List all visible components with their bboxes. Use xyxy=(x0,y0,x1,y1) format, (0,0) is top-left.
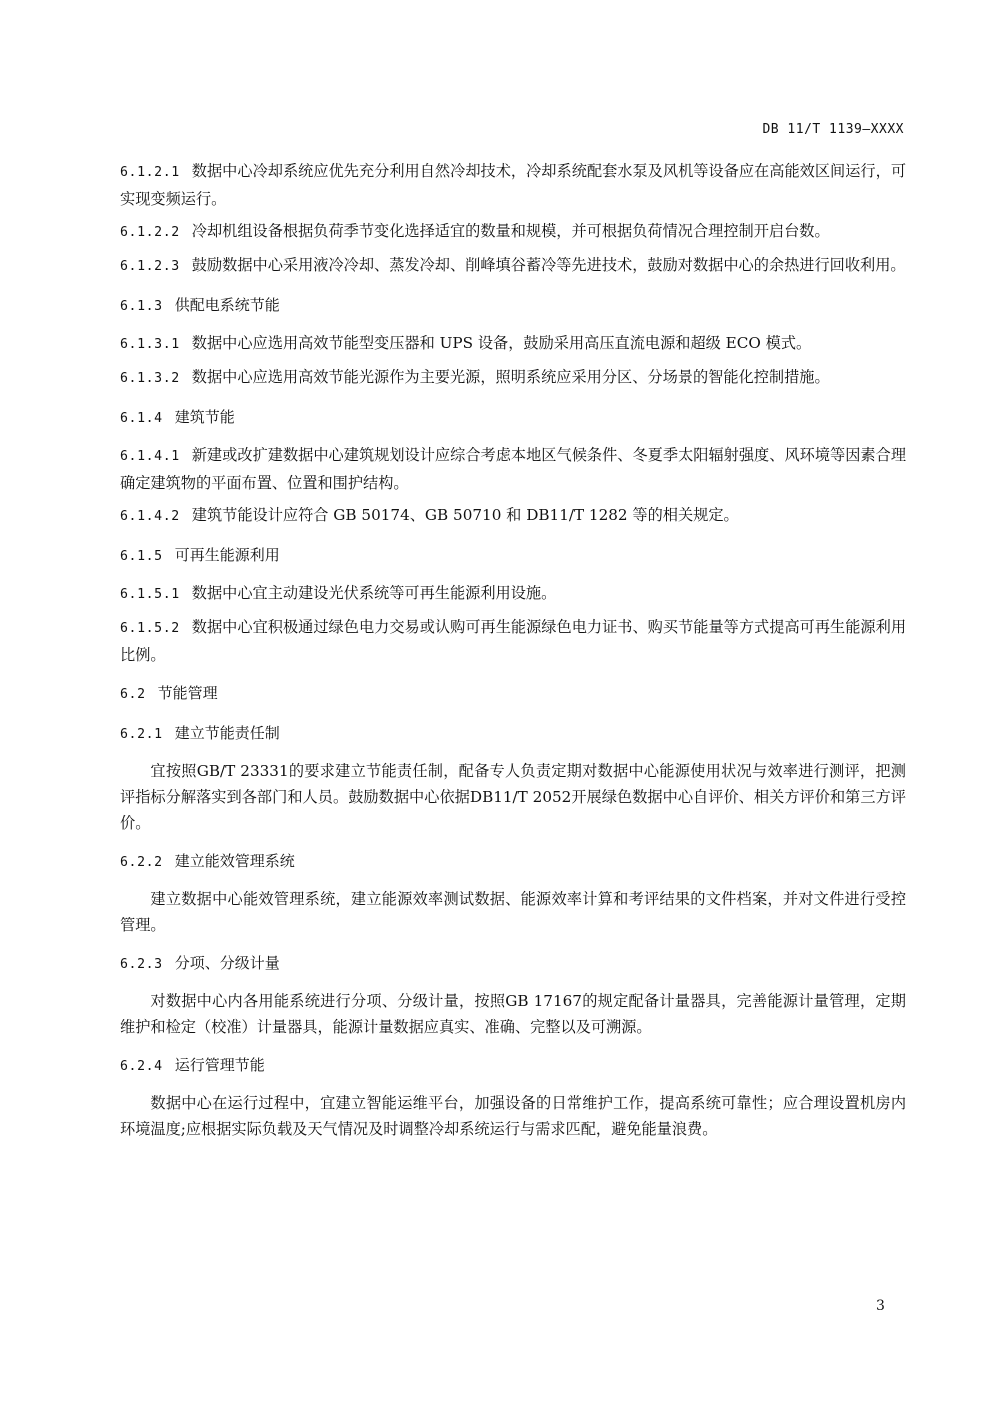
clause-number: 6.1.4.1 xyxy=(120,449,180,464)
document-code: DB 11/T 1139—XXXX xyxy=(762,122,904,137)
heading-6-2-2 xyxy=(120,848,906,876)
clause-text: 数据中心应选用高效节能光源作为主要光源，照明系统应采用分区、分场景的智能化控制措施。 xyxy=(191,368,830,386)
clause-text: 新建或改扩建数据中心建筑规划设计应综合考虑本地区气候条件、冬夏季太阳辐射强度、风环境等因素合理确定建筑物的平面布置、位置和围护结构。 xyxy=(120,446,906,492)
heading-6-1-4 xyxy=(120,404,906,432)
heading-title: 建立能效管理系统 xyxy=(174,852,295,870)
page-number: 3 xyxy=(876,1298,885,1314)
clause-6-1-5-1 xyxy=(120,580,906,608)
clause-6-1-2-1 xyxy=(120,158,906,212)
clause-6-1-4-1 xyxy=(120,442,906,496)
heading-number: 6.2.4 xyxy=(120,1059,163,1074)
heading-title: 分项、分级计量 xyxy=(174,954,280,972)
clause-6-1-2-2 xyxy=(120,218,906,246)
clause-text: 数据中心宜积极通过绿色电力交易或认购可再生能源绿色电力证书、购买节能量等方式提高可再生能源利用比例。 xyxy=(120,618,906,664)
clause-number: 6.1.3.1 xyxy=(120,337,180,352)
heading-title: 节能管理 xyxy=(157,684,218,702)
heading-number: 6.2 xyxy=(120,687,146,702)
clause-number: 6.1.5.1 xyxy=(120,587,180,602)
paragraph-6-2-2: 建立数据中心能效管理系统，建立能源效率测试数据、能源效率计算和考评结果的文件档案，并对文件进行受控管理。 xyxy=(120,890,906,934)
heading-number: 6.2.1 xyxy=(120,727,163,742)
clause-number: 6.1.2.2 xyxy=(120,225,180,240)
clause-text: 数据中心冷却系统应优先充分利用自然冷却技术，冷却系统配套水泵及风机等设备应在高能效区间运行，可实现变频运行。 xyxy=(120,162,906,208)
document-body xyxy=(120,158,906,1148)
paragraph-6-2-4: 数据中心在运行过程中，宜建立智能运维平台，加强设备的日常维护工作，提高系统可靠性；应合理设置机房内环境温度;应根据实际负载及天气情况及时调整冷却系统运行与需求匹配，避免能量浪费。 xyxy=(120,1094,906,1138)
heading-title: 供配电系统节能 xyxy=(174,296,280,314)
heading-title: 可再生能源利用 xyxy=(174,546,280,564)
heading-6-2 xyxy=(120,680,906,708)
clause-number: 6.1.5.2 xyxy=(120,621,180,636)
paragraph-6-2-3: 对数据中心内各用能系统进行分项、分级计量，按照GB 17167的规定配备计量器具，完善能源计量管理，定期维护和检定（校准）计量器具，能源计量数据应真实、准确、完整以及可溯源。 xyxy=(120,992,906,1036)
clause-number: 6.1.3.2 xyxy=(120,371,180,386)
clause-6-1-3-2 xyxy=(120,364,906,392)
heading-number: 6.2.2 xyxy=(120,855,163,870)
heading-title: 建立节能责任制 xyxy=(174,724,280,742)
heading-number: 6.2.3 xyxy=(120,957,163,972)
clause-6-1-3-1 xyxy=(120,330,906,358)
clause-text: 建筑节能设计应符合 GB 50174、GB 50710 和 DB11/T 1282 等的相关规定。 xyxy=(191,506,739,524)
heading-6-1-5 xyxy=(120,542,906,570)
heading-6-2-1 xyxy=(120,720,906,748)
clause-6-1-5-2 xyxy=(120,614,906,668)
heading-6-1-3 xyxy=(120,292,906,320)
heading-6-2-3 xyxy=(120,950,906,978)
clause-number: 6.1.2.1 xyxy=(120,165,180,180)
heading-title: 运行管理节能 xyxy=(174,1056,265,1074)
heading-number: 6.1.5 xyxy=(120,549,163,564)
clause-text: 数据中心宜主动建设光伏系统等可再生能源利用设施。 xyxy=(191,584,557,602)
clause-text: 鼓励数据中心采用液冷冷却、蒸发冷却、削峰填谷蓄冷等先进技术，鼓励对数据中心的余热进行回收利用。 xyxy=(191,256,906,274)
clause-number: 6.1.4.2 xyxy=(120,509,180,524)
paragraph-6-2-1: 宜按照GB/T 23331的要求建立节能责任制，配备专人负责定期对数据中心能源使用状况与效率进行测评，把测评指标分解落实到各部门和人员。鼓励数据中心依据DB11/T 2052开展绿色数据中心自评价、相关方评价和第三方评价。 xyxy=(120,762,906,832)
clause-6-1-4-2 xyxy=(120,502,906,530)
clause-text: 数据中心应选用高效节能型变压器和 UPS 设备，鼓励采用高压直流电源和超级 ECO 模式。 xyxy=(191,334,812,352)
clause-number: 6.1.2.3 xyxy=(120,259,180,274)
clause-text: 冷却机组设备根据负荷季节变化选择适宜的数量和规模，并可根据负荷情况合理控制开启台数。 xyxy=(191,222,830,240)
clause-6-1-2-3 xyxy=(120,252,906,280)
heading-number: 6.1.3 xyxy=(120,299,163,314)
heading-number: 6.1.4 xyxy=(120,411,163,426)
heading-title: 建筑节能 xyxy=(174,408,235,426)
heading-6-2-4 xyxy=(120,1052,906,1080)
